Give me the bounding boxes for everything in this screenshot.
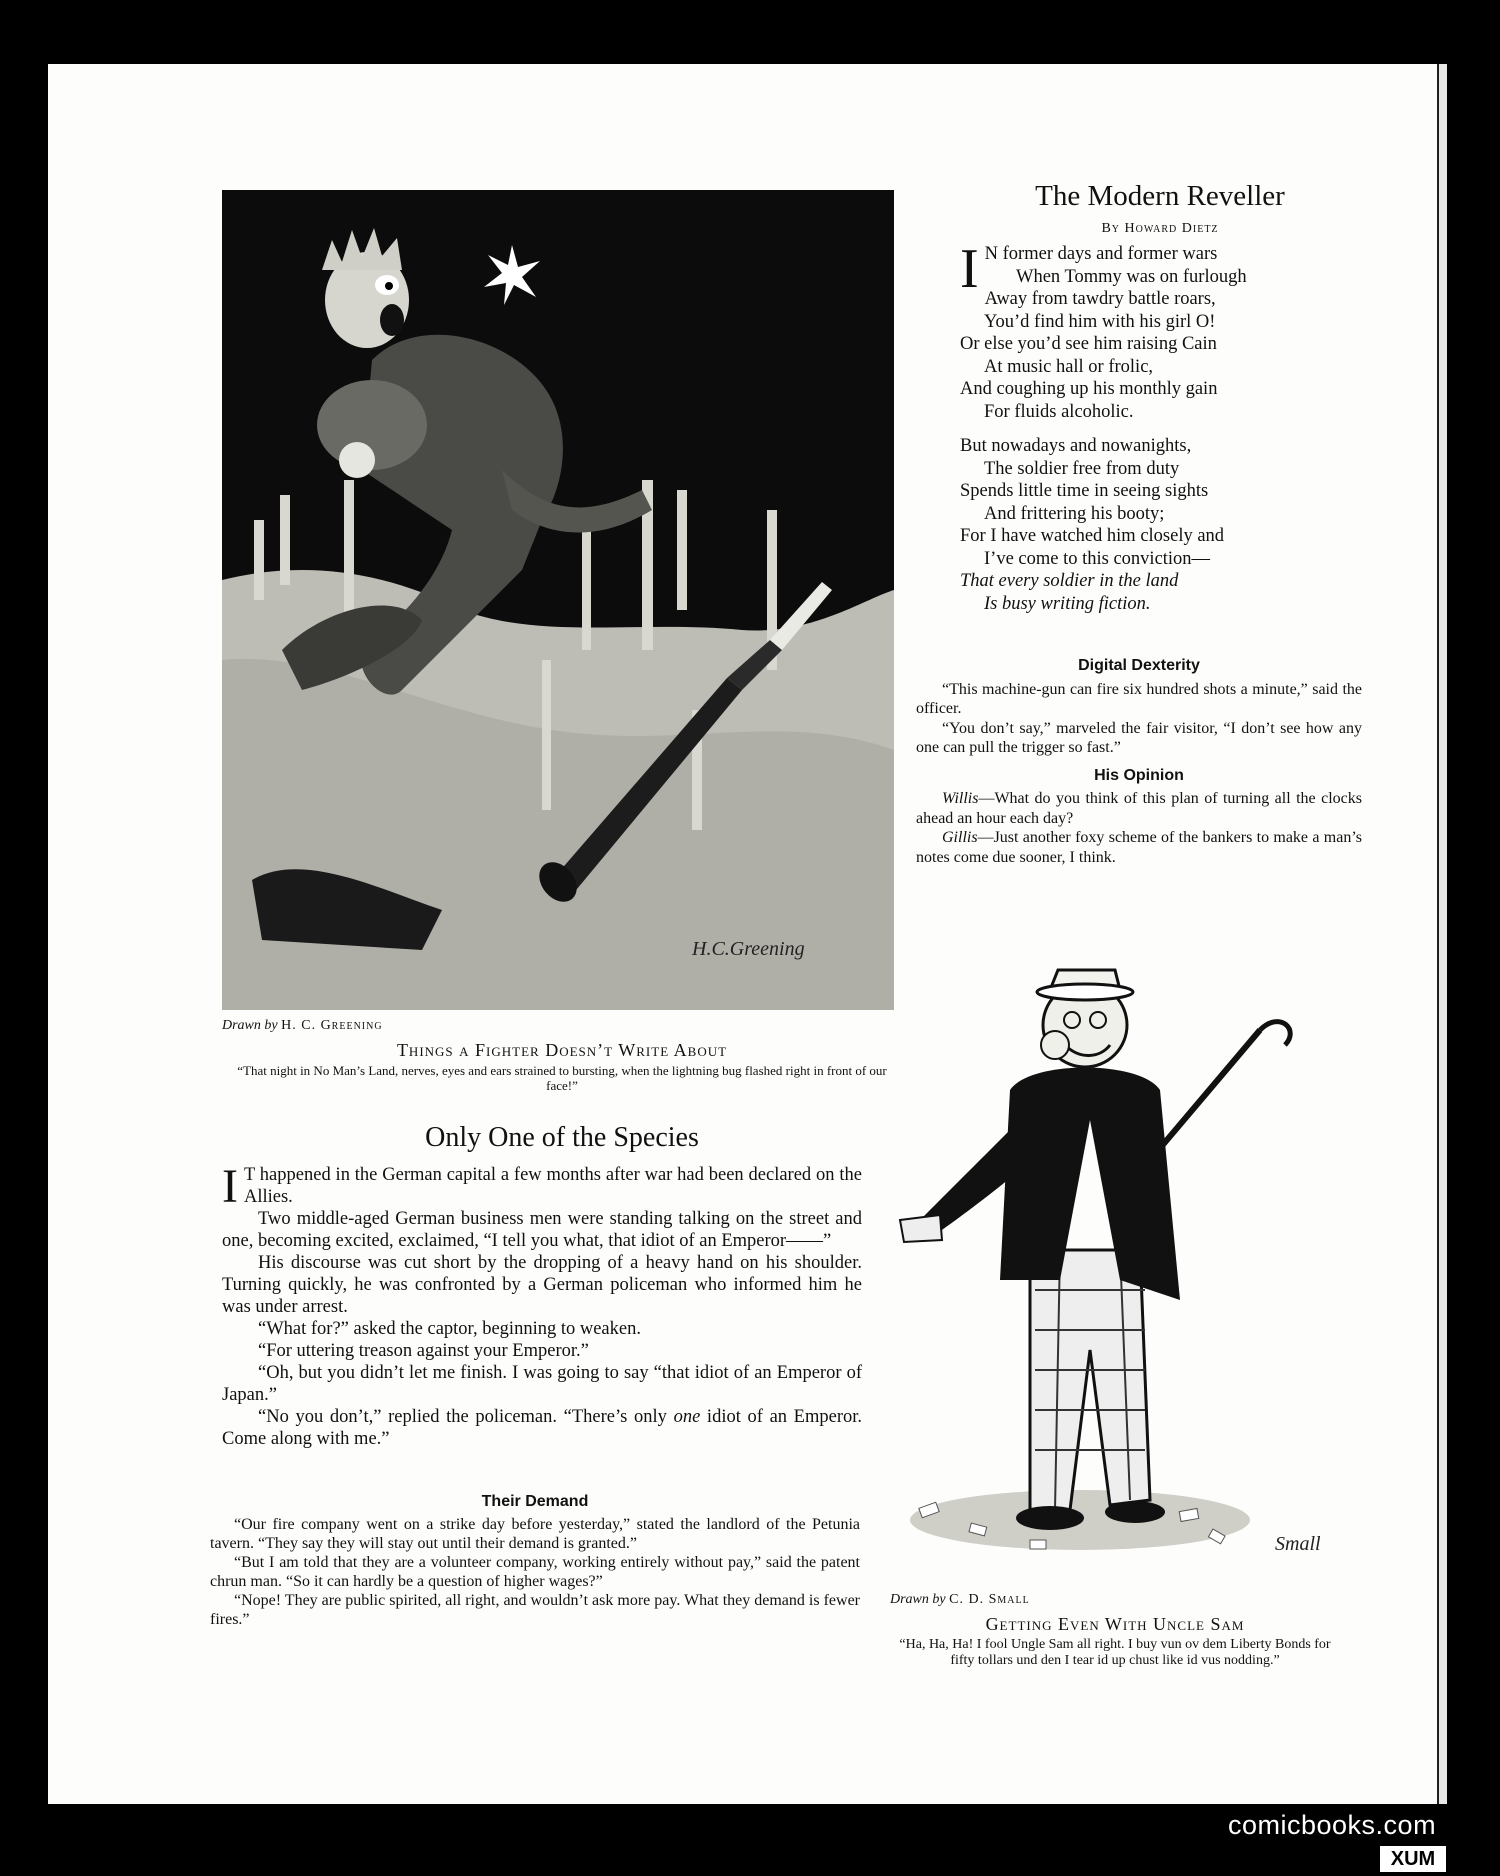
demand-para: “Nope! They are public spirited, all right, and wouldn’t ask more pay. What they demand is fewer fires.” <box>210 1592 860 1628</box>
greening-caption-quote: “That night in No Man’s Land, nerves, eyes and ears strained to bursting, when the lightning bug flashed right in front of our face!” <box>237 1063 887 1093</box>
small-cartoon-illustration <box>880 920 1360 1590</box>
species-para: “What for?” asked the captor, beginning to weaken. <box>258 1319 641 1339</box>
greening-credit: Drawn by H. C. Greening <box>222 1018 383 1033</box>
demand-para: “Our fire company went on a strike day before yesterday,” stated the landlord of the Petunia tavern. “They say they will stay out until their demand is granted.” <box>210 1516 860 1552</box>
poem-byline: By Howard Dietz <box>1101 221 1219 236</box>
artist-signature: H.C.Greening <box>692 938 805 960</box>
species-para-last: “No you don’t,” replied the policeman. “There’s only one idiot of an Emperor. Come along with me.” <box>222 1407 863 1449</box>
scan-border <box>1447 40 1500 1876</box>
species-dropcap: I <box>222 1160 238 1213</box>
his-opinion-heading: His Opinion <box>1094 766 1184 784</box>
species-para: “For uttering treason against your Emperor.” <box>258 1341 589 1361</box>
small-caption-quote: “Ha, Ha, Ha! I fool Ungle Sam all right. I buy vun ov dem Liberty Bonds for fifty tollars und den I tear id up chust like id vus nodding.” <box>899 1637 1331 1668</box>
species-para: Two middle-aged German business men were standing talking on the street and one, becoming excited, exclaimed, “I tell you what, that idiot of an Emperor——” <box>222 1209 862 1251</box>
greening-caption <box>222 1018 902 1093</box>
demand-para: “But I am told that they are a volunteer company, working entirely without pay,” said the patent chrun man. “So it can hardly be a question of higher wages?” <box>210 1554 860 1590</box>
species-para: His discourse was cut short by the dropping of a heavy hand on his shoulder. Turning quickly, he was confronted by a German policeman who informed him he was under arrest. <box>222 1253 862 1317</box>
modern-reveller-poem <box>960 180 1360 627</box>
dexterity-para: “You don’t say,” marveled the fair visitor, “I don’t see how any one can pull the trigger so fast.” <box>916 719 1362 756</box>
poem-title: The Modern Reveller <box>1035 180 1285 212</box>
species-article-title: Only One of the Species <box>425 1122 699 1153</box>
small-credit: Drawn by C. D. Small <box>890 1592 1030 1607</box>
small-caption-title: Getting Even With Uncle Sam <box>985 1614 1245 1634</box>
dexterity-para: “This machine-gun can fire six hundred shots a minute,” said the officer. <box>916 680 1362 717</box>
greening-illustration <box>222 190 894 1010</box>
small-caption <box>890 1592 1340 1669</box>
poem-dropcap: I <box>960 238 979 300</box>
right-column-jokes <box>916 648 1362 867</box>
artist-signature: Small <box>1275 1533 1321 1555</box>
species-article-body: I T happened in the German capital a few months after war had been declared on the Allies. Two middle-aged German business men were standing talking on the street and one, becoming excited, exclaimed, “I tell you what, that idiot of an Emperor——” His discourse was cut short by the dropping of a heavy hand on his shoulder. Turning quickly, he was confronted by a German policeman who informed him he was under arrest. “What for?” asked the captor, beginning to weaken. “For uttering treason against your Emperor.” “Oh, but you didn’t let me finish. I was going to say “that idiot of an Emperor of Japan.” “No you don’t,” replied the policeman. “There’s only one idiot of an Emperor. Come along with me.” <box>222 1160 863 1449</box>
their-demand-heading: Their Demand <box>481 1493 589 1510</box>
opinion-para: Gillis—Just another foxy scheme of the bankers to make a man’s notes come due sooner, I think. <box>916 829 1362 866</box>
greening-caption-title: Things a Fighter Doesn’t Write About <box>396 1040 728 1060</box>
poem-stanza-1: I N former days and former wars When Tommy was on furlough Away from tawdry battle roars, You’d find him with his girl O! Or else you’d see him raising Cain At music hall or frolic, And coughing up his monthly gain For fluids alcoholic. <box>960 238 1247 422</box>
digital-dexterity-heading: Digital Dexterity <box>1078 657 1200 674</box>
opinion-para: Willis—What do you think of this plan of turning all the clocks ahead an hour each day? <box>916 790 1362 827</box>
xum-badge: XUM <box>1380 1846 1446 1872</box>
their-demand-section <box>210 1484 860 1629</box>
poem-stanza-2: But nowadays and nowanights, The soldier free from duty Spends little time in seeing sights And frittering his booty; For I have watched him closely and I’ve come to this conviction— That every soldier in the land Is busy writing fiction. <box>960 436 1225 614</box>
species-para: “Oh, but you didn’t let me finish. I was going to say “that idiot of an Emperor of Japan.” <box>222 1363 862 1405</box>
site-watermark: comicbooks.com <box>1228 1810 1437 1840</box>
